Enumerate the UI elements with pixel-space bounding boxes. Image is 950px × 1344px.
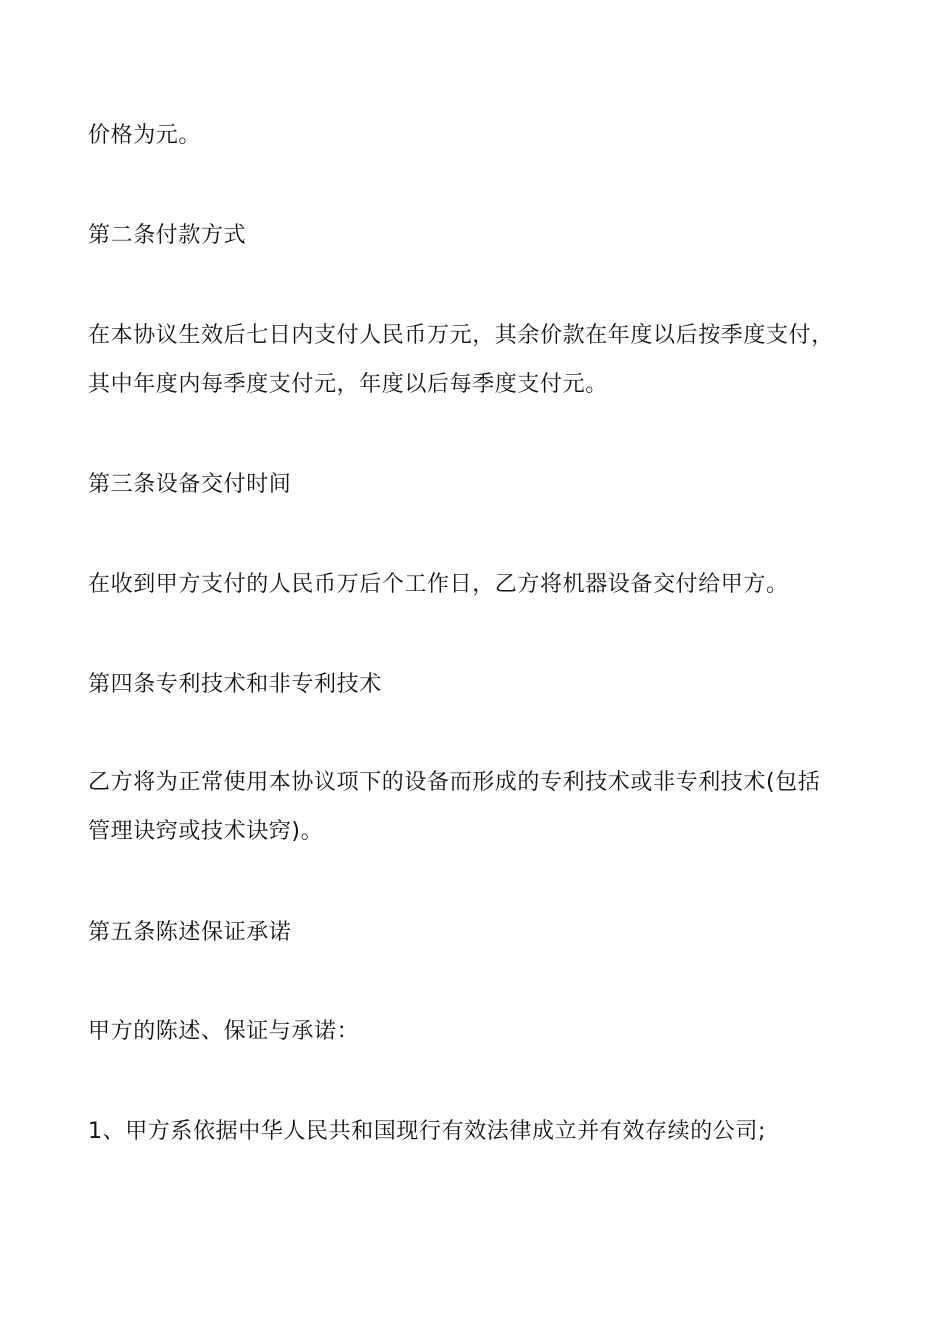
patent-line-2: 管理诀窍或技术诀窍)。: [88, 819, 324, 844]
patent-line-1: 乙方将为正常使用本协议项下的设备而形成的专利技术或非专利技术(包括: [88, 770, 821, 795]
payment-line-2: 其中年度内每季度支付元，年度以后每季度支付元。: [88, 372, 608, 397]
article-4-heading: 第四条专利技术和非专利技术: [88, 672, 382, 697]
party-a-item-1: 1、甲方系依据中华人民共和国现行有效法律成立并有效存续的公司;: [88, 1119, 767, 1144]
article-3-heading: 第三条设备交付时间: [88, 472, 292, 497]
delivery-line: 在收到甲方支付的人民币万后个工作日，乙方将机器设备交付给甲方。: [88, 572, 789, 597]
price-line: 价格为元。: [88, 123, 202, 148]
article-2-heading: 第二条付款方式: [88, 223, 247, 248]
party-a-statement-heading: 甲方的陈述、保证与承诺：: [88, 1019, 360, 1044]
payment-line-1: 在本协议生效后七日内支付人民币万元，其余价款在年度以后按季度支付，: [88, 323, 834, 348]
article-5-heading: 第五条陈述保证承诺: [88, 920, 292, 945]
